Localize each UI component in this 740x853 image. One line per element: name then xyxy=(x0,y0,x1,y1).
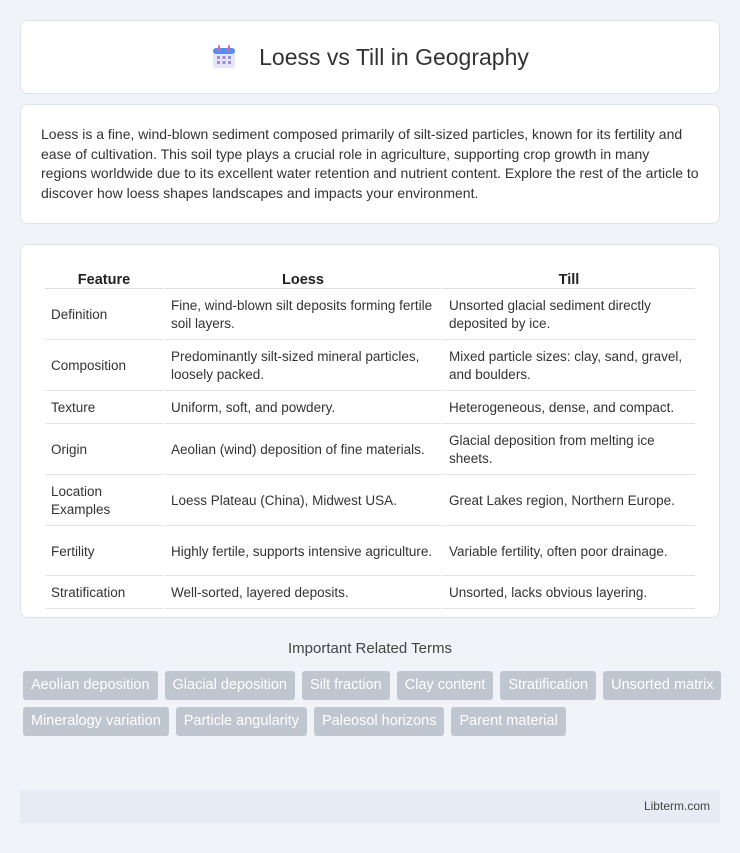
footer-brand-link[interactable]: Libterm.com xyxy=(643,799,710,813)
header-card xyxy=(20,20,720,94)
till-cell: Unsorted, lacks obvious layering. xyxy=(443,578,695,609)
loess-cell: Loess Plateau (China), Midwest USA. xyxy=(165,477,441,526)
feature-cell: Texture xyxy=(45,393,163,424)
related-term-tag[interactable]: Mineralogy variation xyxy=(23,707,169,736)
till-cell: Great Lakes region, Northern Europe. xyxy=(443,477,695,526)
till-cell: Glacial deposition from melting ice sheets. xyxy=(443,426,695,475)
footer xyxy=(20,790,720,823)
loess-cell: Highly fertile, supports intensive agriculture. xyxy=(165,528,441,576)
related-term-tag[interactable]: Parent material xyxy=(451,707,565,736)
table-row xyxy=(45,578,695,609)
related-term-tag[interactable]: Paleosol horizons xyxy=(314,707,444,736)
column-header-feature: Feature xyxy=(45,267,163,289)
related-term-tag[interactable]: Particle angularity xyxy=(176,707,307,736)
table-row xyxy=(45,426,695,475)
till-cell: Unsorted glacial sediment directly deposited by ice. xyxy=(443,291,695,340)
till-cell: Variable fertility, often poor drainage. xyxy=(443,528,695,576)
related-term-tag[interactable]: Aeolian deposition xyxy=(23,671,158,700)
related-term-tag[interactable]: Silt fraction xyxy=(302,671,390,700)
loess-cell: Aeolian (wind) deposition of fine materials. xyxy=(165,426,441,475)
till-cell: Mixed particle sizes: clay, sand, gravel, and boulders. xyxy=(443,342,695,391)
comparison-table-card xyxy=(20,244,720,618)
related-terms-title: Important Related Terms xyxy=(288,640,452,657)
loess-cell: Fine, wind-blown silt deposits forming fertile soil layers. xyxy=(165,291,441,340)
feature-cell: Fertility xyxy=(45,528,163,576)
intro-card xyxy=(20,104,720,224)
page-title: Loess vs Till in Geography xyxy=(259,43,529,70)
related-term-tag[interactable]: Clay content xyxy=(397,671,494,700)
calendar-icon xyxy=(211,44,237,70)
table-row xyxy=(45,393,695,424)
related-term-tag[interactable]: Unsorted matrix xyxy=(603,671,721,700)
loess-cell: Uniform, soft, and powdery. xyxy=(165,393,441,424)
table-row xyxy=(45,477,695,526)
related-term-tag[interactable]: Stratification xyxy=(500,671,596,700)
table-row xyxy=(45,291,695,340)
table-header-row xyxy=(45,267,695,289)
comparison-table xyxy=(43,265,697,611)
feature-cell: Stratification xyxy=(45,578,163,609)
related-terms-list xyxy=(23,671,723,736)
feature-cell: Definition xyxy=(45,291,163,340)
column-header-till: Till xyxy=(443,267,695,289)
table-row xyxy=(45,528,695,576)
loess-cell: Well-sorted, layered deposits. xyxy=(165,578,441,609)
feature-cell: Location Examples xyxy=(45,477,163,526)
related-term-tag[interactable]: Glacial deposition xyxy=(165,671,295,700)
loess-cell: Predominantly silt-sized mineral particles, loosely packed. xyxy=(165,342,441,391)
till-cell: Heterogeneous, dense, and compact. xyxy=(443,393,695,424)
feature-cell: Composition xyxy=(45,342,163,391)
column-header-loess: Loess xyxy=(165,267,441,289)
intro-text: Loess is a fine, wind-blown sediment composed primarily of silt-sized particles, known for its fertility and ease of cultivation. This soil type plays a crucial role in agriculture, supporting crop growth in many regions worldwide due to its excellent water retention and nutrient content. Explore the rest of the article to discover how loess shapes landscapes and impacts your environment. xyxy=(41,126,699,201)
feature-cell: Origin xyxy=(45,426,163,475)
table-row xyxy=(45,342,695,391)
